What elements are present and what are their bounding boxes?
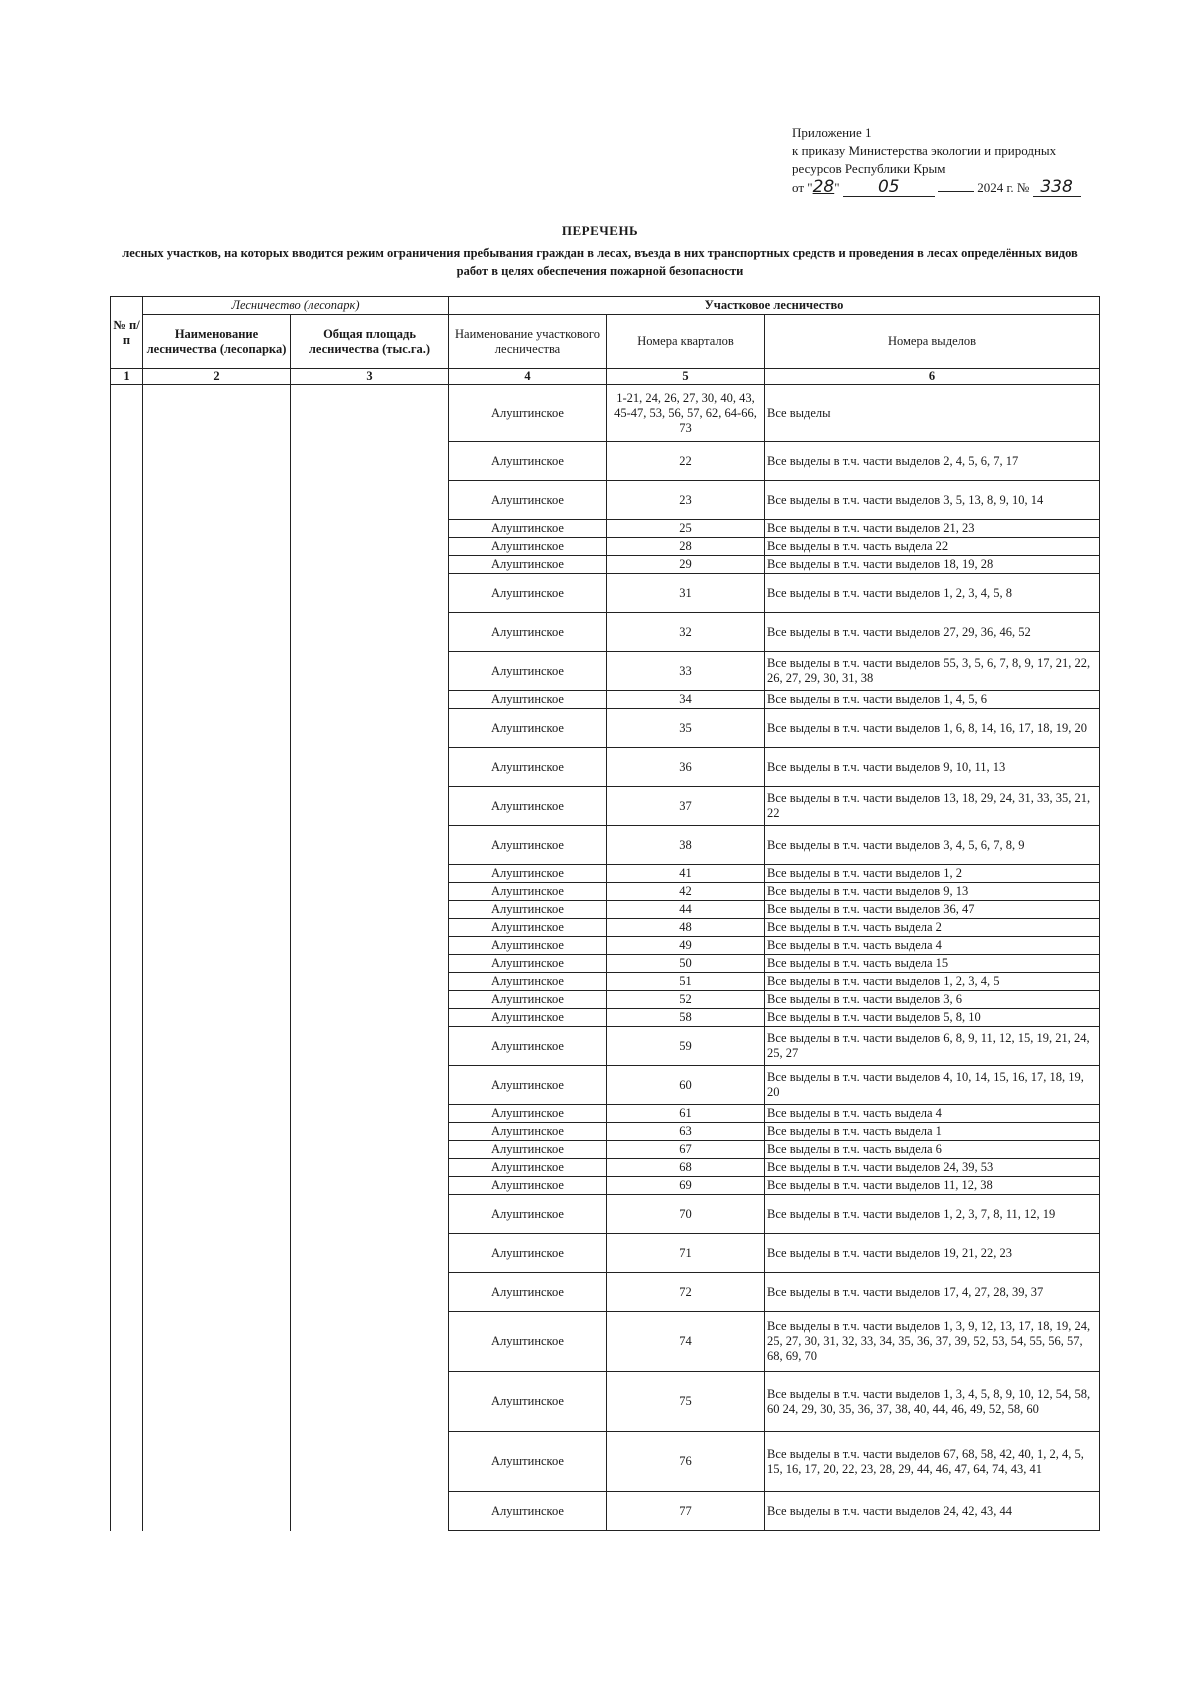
cell-quarters: 68 — [607, 1159, 765, 1177]
header-area: Общая площадь лесничества (тыс.га.) — [291, 315, 449, 369]
cell-quarters: 60 — [607, 1066, 765, 1105]
cell-vydely: Все выделы в т.ч. часть выдела 22 — [765, 538, 1100, 556]
cell-vydely: Все выделы в т.ч. части выделов 4, 10, 14, 15, 16, 17, 18, 19, 20 — [765, 1066, 1100, 1105]
cell-district-name: Алуштинское — [449, 973, 607, 991]
cell-vydely: Все выделы в т.ч. части выделов 36, 47 — [765, 901, 1100, 919]
cell-quarters: 71 — [607, 1234, 765, 1273]
cell-vydely: Все выделы в т.ч. части выделов 1, 2, 3, 7, 8, 11, 12, 19 — [765, 1195, 1100, 1234]
cell-quarters: 32 — [607, 613, 765, 652]
cell-quarters: 29 — [607, 556, 765, 574]
header-index-4: 4 — [449, 369, 607, 385]
cell-district-name: Алуштинское — [449, 826, 607, 865]
order-month: 05 — [843, 178, 935, 197]
cell-quarters: 1-21, 24, 26, 27, 30, 40, 43, 45-47, 53, 56, 57, 62, 64-66, 73 — [607, 385, 765, 442]
cell-vydely: Все выделы в т.ч. части выделов 5, 8, 10 — [765, 1009, 1100, 1027]
header-district-name: Наименование участкового лесничества — [449, 315, 607, 369]
cell-quarters: 44 — [607, 901, 765, 919]
order-date-line — [792, 178, 1081, 197]
cell-vydely: Все выделы в т.ч. части выделов 19, 21, 22, 23 — [765, 1234, 1100, 1273]
cell-district-name: Алуштинское — [449, 613, 607, 652]
cell-vydely: Все выделы в т.ч. части выделов 24, 42, 43, 44 — [765, 1492, 1100, 1531]
cell-vydely: Все выделы в т.ч. части выделов 24, 39, 53 — [765, 1159, 1100, 1177]
cell-vydely: Все выделы в т.ч. часть выдела 4 — [765, 1105, 1100, 1123]
document-subtitle: лесных участков, на которых вводится режим ограничения пребывания граждан в лесах, въезда в них транспортных средств и проведения в лесах определённых видов работ в целях обеспечения пожарной безопасности — [122, 246, 1078, 278]
cell-vydely: Все выделы в т.ч. части выделов 3, 5, 13, 8, 9, 10, 14 — [765, 481, 1100, 520]
cell-vydely: Все выделы в т.ч. части выделов 3, 6 — [765, 991, 1100, 1009]
cell-district-name: Алуштинское — [449, 652, 607, 691]
cell-district-name: Алуштинское — [449, 1009, 607, 1027]
appendix-line-1: Приложение 1 — [792, 125, 872, 140]
cell-quarters: 38 — [607, 826, 765, 865]
cell-vydely: Все выделы в т.ч. части выделов 13, 18, 29, 24, 31, 33, 35, 21, 22 — [765, 787, 1100, 826]
cell-vydely: Все выделы в т.ч. части выделов 1, 6, 8, 14, 16, 17, 18, 19, 20 — [765, 709, 1100, 748]
cell-quarters: 51 — [607, 973, 765, 991]
cell-quarters: 37 — [607, 787, 765, 826]
header-num: № п/п — [111, 297, 143, 369]
cell-quarters: 33 — [607, 652, 765, 691]
cell-vydely: Все выделы в т.ч. части выделов 1, 2, 3, 4, 5, 8 — [765, 574, 1100, 613]
cell-vydely: Все выделы в т.ч. части выделов 27, 29, 36, 46, 52 — [765, 613, 1100, 652]
cell-vydely: Все выделы — [765, 385, 1100, 442]
cell-quarters: 67 — [607, 1141, 765, 1159]
cell-vydely: Все выделы в т.ч. части выделов 1, 3, 4, 5, 8, 9, 10, 12, 54, 58, 60 24, 29, 30, 35, 36, 37, 38, 40, 44, 46, 49, 52, 58, 60 — [765, 1372, 1100, 1432]
cell-district-name: Алуштинское — [449, 748, 607, 787]
cell-quarters: 74 — [607, 1312, 765, 1372]
cell-forestry-name — [143, 385, 291, 1531]
cell-vydely: Все выделы в т.ч. части выделов 2, 4, 5, 6, 7, 17 — [765, 442, 1100, 481]
cell-district-name: Алуштинское — [449, 1234, 607, 1273]
cell-vydely: Все выделы в т.ч. часть выдела 2 — [765, 919, 1100, 937]
cell-vydely: Все выделы в т.ч. часть выдела 1 — [765, 1123, 1100, 1141]
cell-vydely: Все выделы в т.ч. части выделов 21, 23 — [765, 520, 1100, 538]
cell-quarters: 41 — [607, 865, 765, 883]
cell-district-name: Алуштинское — [449, 1105, 607, 1123]
header-group-district: Участковое лесничество — [449, 297, 1100, 315]
cell-vydely: Все выделы в т.ч. части выделов 9, 13 — [765, 883, 1100, 901]
cell-quarters: 36 — [607, 748, 765, 787]
cell-district-name: Алуштинское — [449, 1177, 607, 1195]
cell-vydely: Все выделы в т.ч. часть выдела 4 — [765, 937, 1100, 955]
cell-quarters: 42 — [607, 883, 765, 901]
forest-areas-table — [110, 296, 1100, 1531]
header-group-forestry: Лесничество (лесопарк) — [143, 297, 449, 315]
cell-quarters: 72 — [607, 1273, 765, 1312]
cell-vydely: Все выделы в т.ч. части выделов 1, 3, 9, 12, 13, 17, 18, 19, 24, 25, 27, 30, 31, 32, 33, 34, 35, 36, 37, 39, 52, 53, 54, 55, 56, 57, 68, 69, 70 — [765, 1312, 1100, 1372]
cell-vydely: Все выделы в т.ч. часть выдела 15 — [765, 955, 1100, 973]
cell-quarters: 25 — [607, 520, 765, 538]
cell-district-name: Алуштинское — [449, 691, 607, 709]
cell-district-name: Алуштинское — [449, 1159, 607, 1177]
header-index-3: 3 — [291, 369, 449, 385]
cell-quarters: 28 — [607, 538, 765, 556]
appendix-header — [792, 124, 1081, 197]
cell-quarters: 58 — [607, 1009, 765, 1027]
date-mid: " — [834, 180, 840, 195]
cell-quarters: 23 — [607, 481, 765, 520]
cell-vydely: Все выделы в т.ч. части выделов 3, 4, 5, 6, 7, 8, 9 — [765, 826, 1100, 865]
table-row — [111, 385, 1100, 442]
header-index-5: 5 — [607, 369, 765, 385]
order-year: 2024 г. № — [977, 180, 1030, 195]
cell-district-name: Алуштинское — [449, 574, 607, 613]
cell-district-name: Алуштинское — [449, 481, 607, 520]
cell-quarters: 69 — [607, 1177, 765, 1195]
appendix-line-2: к приказу Министерства экологии и природных — [792, 143, 1057, 158]
header-index-6: 6 — [765, 369, 1100, 385]
header-index-1: 1 — [111, 369, 143, 385]
cell-quarters: 59 — [607, 1027, 765, 1066]
cell-district-name: Алуштинское — [449, 1066, 607, 1105]
table-body — [111, 385, 1100, 1531]
cell-num — [111, 385, 143, 1531]
cell-district-name: Алуштинское — [449, 520, 607, 538]
cell-district-name: Алуштинское — [449, 442, 607, 481]
cell-vydely: Все выделы в т.ч. части выделов 55, 3, 5, 6, 7, 8, 9, 17, 21, 22, 26, 27, 29, 30, 31, 38 — [765, 652, 1100, 691]
header-index-2: 2 — [143, 369, 291, 385]
cell-area — [291, 385, 449, 1531]
cell-district-name: Алуштинское — [449, 787, 607, 826]
cell-quarters: 70 — [607, 1195, 765, 1234]
cell-district-name: Алуштинское — [449, 937, 607, 955]
cell-vydely: Все выделы в т.ч. части выделов 6, 8, 9, 11, 12, 15, 19, 21, 24, 25, 27 — [765, 1027, 1100, 1066]
cell-quarters: 35 — [607, 709, 765, 748]
cell-district-name: Алуштинское — [449, 1312, 607, 1372]
cell-district-name: Алуштинское — [449, 538, 607, 556]
cell-district-name: Алуштинское — [449, 556, 607, 574]
cell-district-name: Алуштинское — [449, 901, 607, 919]
cell-district-name: Алуштинское — [449, 1372, 607, 1432]
cell-district-name: Алуштинское — [449, 1492, 607, 1531]
cell-quarters: 49 — [607, 937, 765, 955]
cell-quarters: 34 — [607, 691, 765, 709]
header-forestry-name: Наименование лесничества (лесопарка) — [143, 315, 291, 369]
order-day: 28 — [812, 177, 835, 197]
cell-vydely: Все выделы в т.ч. часть выдела 6 — [765, 1141, 1100, 1159]
cell-district-name: Алуштинское — [449, 955, 607, 973]
cell-vydely: Все выделы в т.ч. части выделов 1, 2 — [765, 865, 1100, 883]
cell-district-name: Алуштинское — [449, 865, 607, 883]
cell-district-name: Алуштинское — [449, 1273, 607, 1312]
cell-vydely: Все выделы в т.ч. части выделов 11, 12, 38 — [765, 1177, 1100, 1195]
appendix-line-3: ресурсов Республики Крым — [792, 161, 946, 176]
cell-quarters: 77 — [607, 1492, 765, 1531]
cell-vydely: Все выделы в т.ч. части выделов 67, 68, 58, 42, 40, 1, 2, 4, 5, 15, 16, 17, 20, 22, 23, 28, 29, 44, 46, 47, 64, 74, 43, 41 — [765, 1432, 1100, 1492]
cell-district-name: Алуштинское — [449, 1195, 607, 1234]
header-quarters: Номера кварталов — [607, 315, 765, 369]
cell-quarters: 50 — [607, 955, 765, 973]
cell-quarters: 22 — [607, 442, 765, 481]
cell-district-name: Алуштинское — [449, 1027, 607, 1066]
cell-district-name: Алуштинское — [449, 385, 607, 442]
cell-quarters: 76 — [607, 1432, 765, 1492]
document-title: ПЕРЕЧЕНЬ — [561, 223, 639, 238]
cell-vydely: Все выделы в т.ч. части выделов 1, 4, 5, 6 — [765, 691, 1100, 709]
cell-district-name: Алуштинское — [449, 709, 607, 748]
cell-quarters: 48 — [607, 919, 765, 937]
cell-quarters: 61 — [607, 1105, 765, 1123]
header-vydely: Номера выделов — [765, 315, 1100, 369]
cell-quarters: 52 — [607, 991, 765, 1009]
cell-quarters: 31 — [607, 574, 765, 613]
cell-quarters: 75 — [607, 1372, 765, 1432]
cell-vydely: Все выделы в т.ч. части выделов 1, 2, 3, 4, 5 — [765, 973, 1100, 991]
cell-district-name: Алуштинское — [449, 1432, 607, 1492]
order-number: 338 — [1033, 178, 1081, 197]
cell-vydely: Все выделы в т.ч. части выделов 9, 10, 11, 13 — [765, 748, 1100, 787]
cell-district-name: Алуштинское — [449, 1141, 607, 1159]
cell-district-name: Алуштинское — [449, 1123, 607, 1141]
cell-district-name: Алуштинское — [449, 919, 607, 937]
date-prefix: от " — [792, 180, 813, 195]
cell-vydely: Все выделы в т.ч. части выделов 18, 19, 28 — [765, 556, 1100, 574]
cell-district-name: Алуштинское — [449, 991, 607, 1009]
cell-district-name: Алуштинское — [449, 883, 607, 901]
cell-quarters: 63 — [607, 1123, 765, 1141]
cell-vydely: Все выделы в т.ч. части выделов 17, 4, 27, 28, 39, 37 — [765, 1273, 1100, 1312]
